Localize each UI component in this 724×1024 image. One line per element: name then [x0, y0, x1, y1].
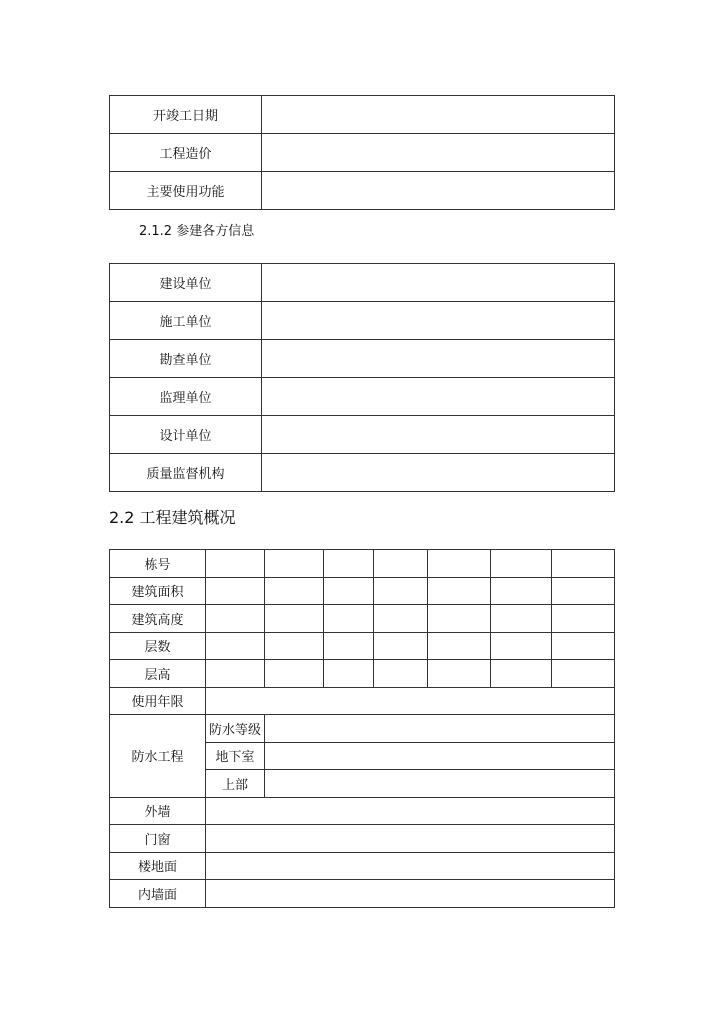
- sub-label: 上部: [206, 770, 265, 798]
- sub-label: 地下室: [206, 742, 265, 770]
- participants-table: [109, 263, 615, 492]
- data-cell[interactable]: [374, 550, 428, 578]
- row-label: 内墙面: [110, 880, 206, 908]
- data-cell[interactable]: [428, 577, 491, 605]
- data-cell[interactable]: [552, 577, 615, 605]
- row-value-cell[interactable]: [262, 454, 615, 492]
- table-row: [110, 378, 615, 416]
- table-row: [110, 416, 615, 454]
- data-cell[interactable]: [374, 605, 428, 633]
- row-label: 建设单位: [110, 264, 262, 302]
- row-value-cell[interactable]: [262, 264, 615, 302]
- table-row: [110, 550, 615, 578]
- project-basic-info-table: [109, 95, 615, 210]
- row-label: 层高: [110, 660, 206, 688]
- row-value-cell[interactable]: [262, 340, 615, 378]
- row-label: 楼地面: [110, 852, 206, 880]
- table-row: [110, 852, 615, 880]
- row-label: 开竣工日期: [110, 96, 262, 134]
- row-label: 栋号: [110, 550, 206, 578]
- data-cell[interactable]: [265, 632, 324, 660]
- row-label: 质量监督机构: [110, 454, 262, 492]
- row-label: 施工单位: [110, 302, 262, 340]
- data-cell[interactable]: [491, 660, 552, 688]
- data-cell[interactable]: [428, 550, 491, 578]
- row-label: 建筑高度: [110, 605, 206, 633]
- table-row: [110, 96, 615, 134]
- table-row: [110, 264, 615, 302]
- data-cell[interactable]: [552, 660, 615, 688]
- subsection-heading: 2.1.2 参建各方信息: [139, 224, 255, 239]
- data-cell[interactable]: [206, 660, 265, 688]
- row-value-cell[interactable]: [262, 96, 615, 134]
- table-row: [110, 825, 615, 853]
- row-label: 监理单位: [110, 378, 262, 416]
- data-cell[interactable]: [206, 632, 265, 660]
- row-label: 外墙: [110, 797, 206, 825]
- data-cell[interactable]: [206, 577, 265, 605]
- table-row: [110, 302, 615, 340]
- row-label: 门窗: [110, 825, 206, 853]
- data-cell[interactable]: [265, 550, 324, 578]
- row-value-cell[interactable]: [262, 134, 615, 172]
- data-cell[interactable]: [491, 605, 552, 633]
- row-label: 勘查单位: [110, 340, 262, 378]
- data-cell[interactable]: [552, 550, 615, 578]
- data-cell[interactable]: [206, 550, 265, 578]
- data-cell[interactable]: [265, 605, 324, 633]
- table-row: [110, 340, 615, 378]
- data-cell[interactable]: [374, 577, 428, 605]
- row-value-cell[interactable]: [262, 302, 615, 340]
- section-heading: 2.2 工程建筑概况: [109, 508, 236, 527]
- data-cell[interactable]: [491, 577, 552, 605]
- data-cell[interactable]: [552, 632, 615, 660]
- data-cell[interactable]: [265, 742, 615, 770]
- table-row: [110, 715, 615, 743]
- data-cell[interactable]: [324, 632, 374, 660]
- data-cell[interactable]: [265, 770, 615, 798]
- data-cell[interactable]: [324, 660, 374, 688]
- table-row: [110, 172, 615, 210]
- table-row: [110, 605, 615, 633]
- data-cell[interactable]: [206, 797, 615, 825]
- data-cell[interactable]: [265, 715, 615, 743]
- data-cell[interactable]: [206, 825, 615, 853]
- data-cell[interactable]: [206, 687, 615, 715]
- data-cell[interactable]: [324, 605, 374, 633]
- data-cell[interactable]: [206, 880, 615, 908]
- data-cell[interactable]: [265, 577, 324, 605]
- table-row: [110, 134, 615, 172]
- data-cell[interactable]: [374, 660, 428, 688]
- table-row: [110, 880, 615, 908]
- data-cell[interactable]: [206, 605, 265, 633]
- row-value-cell[interactable]: [262, 172, 615, 210]
- data-cell[interactable]: [428, 632, 491, 660]
- table-row: [110, 660, 615, 688]
- data-cell[interactable]: [428, 605, 491, 633]
- sub-label: 防水等级: [206, 715, 265, 743]
- row-label: 防水工程: [110, 715, 206, 798]
- data-cell[interactable]: [491, 550, 552, 578]
- data-cell[interactable]: [206, 852, 615, 880]
- row-label: 工程造价: [110, 134, 262, 172]
- table-row: [110, 687, 615, 715]
- data-cell[interactable]: [324, 577, 374, 605]
- row-label: 建筑面积: [110, 577, 206, 605]
- table-row: [110, 454, 615, 492]
- row-label: 层数: [110, 632, 206, 660]
- table-row: [110, 577, 615, 605]
- data-cell[interactable]: [552, 605, 615, 633]
- building-overview-table: [109, 549, 615, 908]
- table-row: [110, 797, 615, 825]
- row-label: 设计单位: [110, 416, 262, 454]
- data-cell[interactable]: [265, 660, 324, 688]
- data-cell[interactable]: [374, 632, 428, 660]
- row-label: 使用年限: [110, 687, 206, 715]
- row-value-cell[interactable]: [262, 378, 615, 416]
- row-label: 主要使用功能: [110, 172, 262, 210]
- row-value-cell[interactable]: [262, 416, 615, 454]
- table-row: [110, 632, 615, 660]
- data-cell[interactable]: [428, 660, 491, 688]
- data-cell[interactable]: [324, 550, 374, 578]
- data-cell[interactable]: [491, 632, 552, 660]
